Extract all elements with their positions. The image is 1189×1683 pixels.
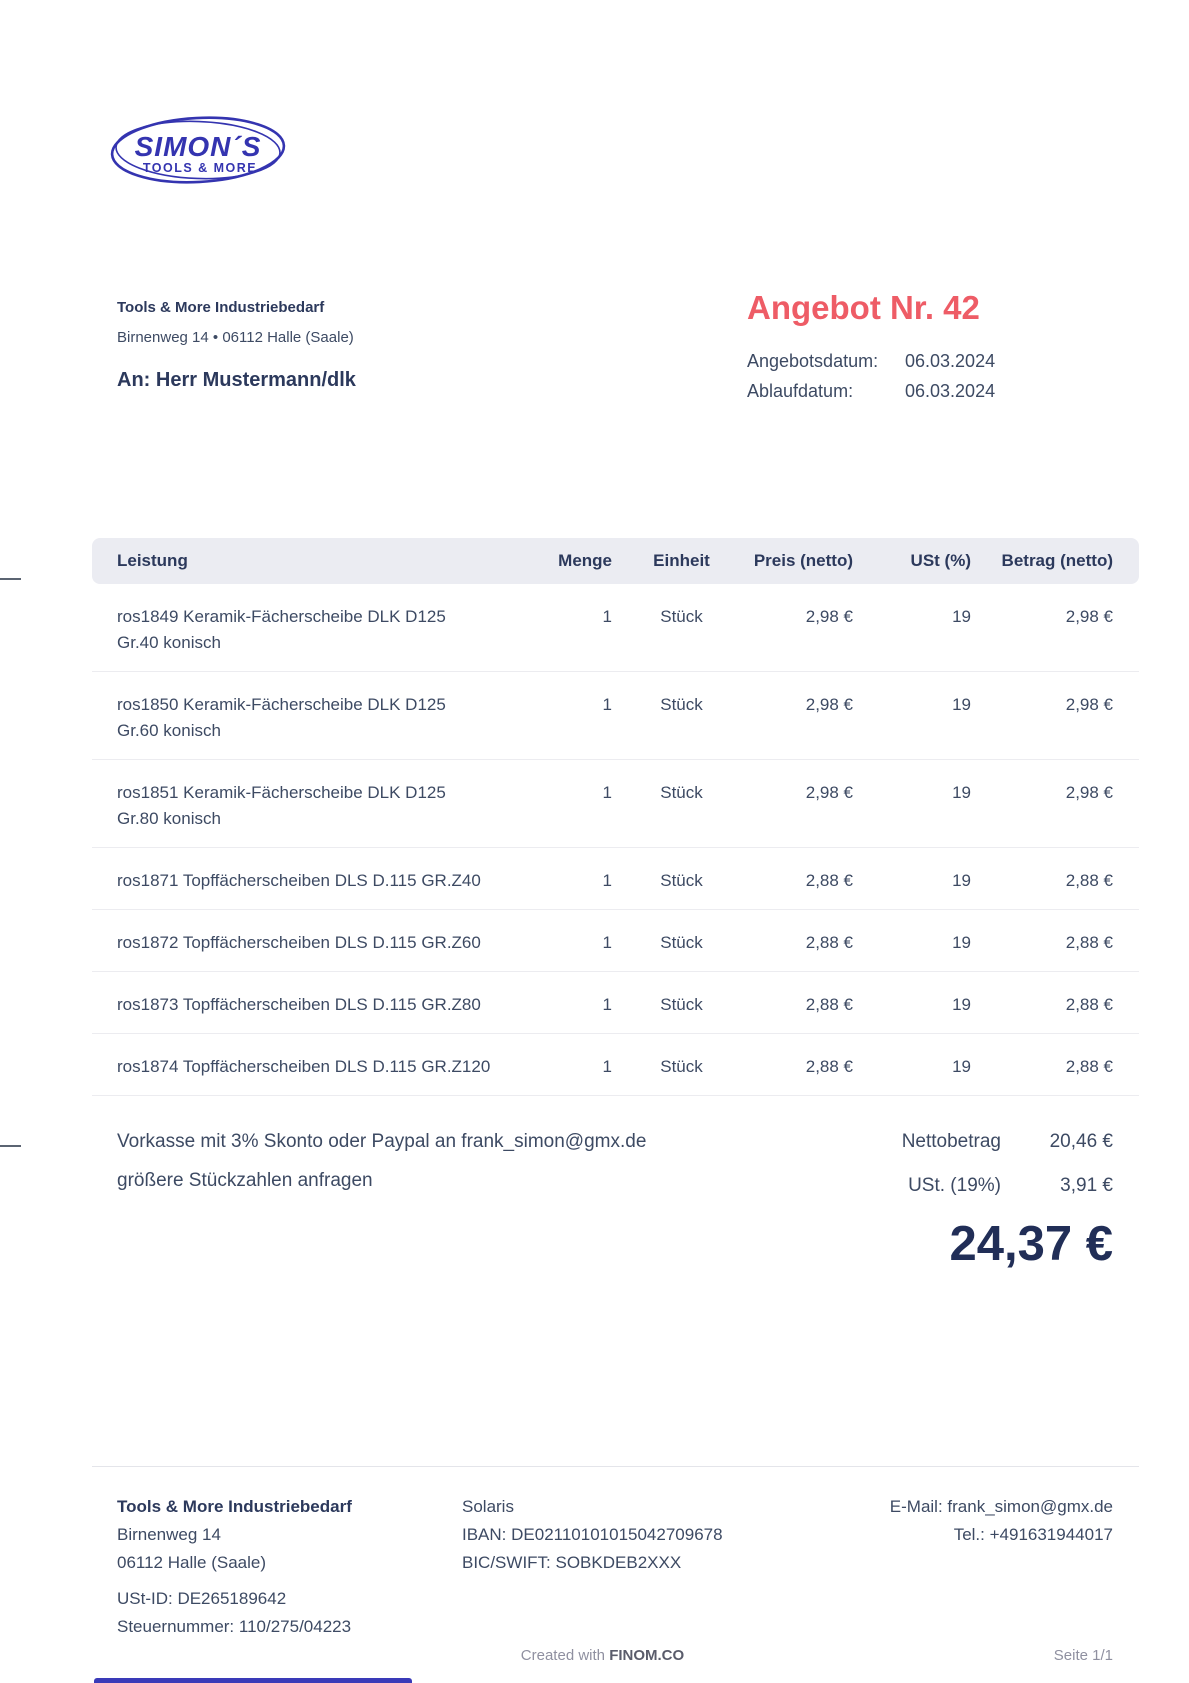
recipient-line: An: Herr Mustermann/dlk: [117, 369, 356, 391]
cell-menge: 1: [517, 672, 624, 760]
cell-einheit: Stück: [624, 848, 739, 910]
footer-bank-column: [462, 1493, 890, 1641]
page-footer: [92, 1466, 1139, 1669]
cell-preis: 2,88 €: [739, 910, 879, 972]
net-total-value: 20,46 €: [1049, 1131, 1113, 1152]
sender-block: [117, 297, 356, 392]
cell-leistung: ros1871 Topffächerscheiben DLS D.115 GR.Z40: [92, 848, 517, 910]
cell-betrag: 2,88 €: [979, 972, 1139, 1034]
column-header-leistung: Leistung: [92, 538, 517, 584]
cell-preis: 2,88 €: [739, 972, 879, 1034]
page-bottom-accent-bar: [94, 1678, 412, 1683]
logo-brand-text: SIMON´S: [134, 131, 262, 162]
cell-ust: 19: [879, 972, 979, 1034]
cell-einheit: Stück: [624, 760, 739, 848]
footer-contact-column: [890, 1493, 1113, 1641]
cell-leistung: ros1849 Keramik-Fächerscheibe DLK D125 Gr.40 konisch: [92, 584, 517, 672]
cell-menge: 1: [517, 910, 624, 972]
offer-date-value: 06.03.2024: [905, 351, 996, 371]
simons-logo-stamp-icon: [108, 114, 288, 186]
column-header-menge: Menge: [517, 538, 624, 584]
footer-company-city: 06112 Halle (Saale): [117, 1553, 266, 1572]
cell-leistung: ros1850 Keramik-Fächerscheibe DLK D125 Gr.60 konisch: [92, 672, 517, 760]
grand-total: 24,37 €: [949, 1217, 1113, 1271]
table-row: [92, 848, 1139, 910]
footer-company-name: Tools & More Industriebedarf: [117, 1497, 352, 1516]
cell-betrag: 2,98 €: [979, 672, 1139, 760]
footer-email: E-Mail: frank_simon@gmx.de: [889, 1497, 1113, 1516]
cell-betrag: 2,88 €: [979, 1034, 1139, 1096]
cell-menge: 1: [517, 972, 624, 1034]
column-header-ust: USt (%): [879, 538, 979, 584]
cell-preis: 2,88 €: [739, 1034, 879, 1096]
footer-bank-name: Solaris: [462, 1497, 514, 1516]
footer-bic: BIC/SWIFT: SOBKDEB2XXX: [462, 1553, 682, 1572]
footer-iban: IBAN: DE02110101015042709678: [462, 1525, 723, 1544]
cell-einheit: Stück: [624, 584, 739, 672]
net-total-row: [902, 1122, 1113, 1162]
cell-betrag: 2,98 €: [979, 760, 1139, 848]
cell-ust: 19: [879, 848, 979, 910]
cell-betrag: 2,88 €: [979, 848, 1139, 910]
column-header-preis: Preis (netto): [739, 538, 879, 584]
footer-bottom-line: [92, 1647, 1139, 1669]
table-header-row: [92, 538, 1139, 584]
offer-date-row: [747, 346, 995, 376]
expiry-date-value: 06.03.2024: [905, 381, 996, 401]
cell-preis: 2,98 €: [739, 584, 879, 672]
table-row: [92, 1034, 1139, 1096]
page-number: Seite 1/1: [1053, 1647, 1113, 1664]
cell-betrag: 2,98 €: [979, 584, 1139, 672]
offer-dates: [747, 346, 995, 406]
cell-menge: 1: [517, 760, 624, 848]
column-header-betrag: Betrag (netto): [979, 538, 1139, 584]
cell-menge: 1: [517, 584, 624, 672]
table-row: [92, 972, 1139, 1034]
vat-row: [902, 1166, 1113, 1206]
net-total-label: Nettobetrag: [901, 1131, 1001, 1152]
footer-columns: [92, 1467, 1139, 1641]
company-logo: [108, 114, 288, 186]
created-with-text: Created with: [520, 1647, 606, 1664]
table-row: [92, 760, 1139, 848]
expiry-date-label: Ablaufdatum:: [747, 381, 854, 401]
footer-tax-number: Steuernummer: 110/275/04223: [117, 1617, 352, 1636]
payment-note-line: Vorkasse mit 3% Skonto oder Paypal an frank_simon@gmx.de: [117, 1131, 647, 1152]
cell-einheit: Stück: [624, 910, 739, 972]
sender-name: Tools & More Industriebedarf: [117, 299, 325, 316]
footer-phone: Tel.: +491631944017: [953, 1525, 1113, 1544]
cell-preis: 2,88 €: [739, 848, 879, 910]
offer-title: Angebot Nr. 42: [747, 289, 980, 326]
summary-section: [92, 1122, 1139, 1272]
vat-label: USt. (19%): [908, 1175, 1001, 1196]
cell-leistung: ros1873 Topffächerscheiben DLS D.115 GR.Z80: [92, 972, 517, 1034]
expiry-date-row: [747, 376, 995, 406]
fold-mark-top: [0, 578, 21, 580]
offer-date-label: Angebotsdatum:: [747, 351, 879, 371]
vat-value: 3,91 €: [1060, 1175, 1113, 1196]
line-items-table: [92, 538, 1139, 1096]
column-header-einheit: Einheit: [624, 538, 739, 584]
fold-mark-bottom: [0, 1145, 21, 1147]
cell-leistung: ros1874 Topffächerscheiben DLS D.115 GR.Z120: [92, 1034, 517, 1096]
footer-vat-id: USt-ID: DE265189642: [117, 1589, 287, 1608]
cell-ust: 19: [879, 672, 979, 760]
payment-note-line: größere Stückzahlen anfragen: [117, 1170, 373, 1191]
totals-block: [902, 1122, 1139, 1272]
cell-preis: 2,98 €: [739, 760, 879, 848]
table-row: [92, 672, 1139, 760]
cell-leistung: ros1851 Keramik-Fächerscheibe DLK D125 Gr.80 konisch: [92, 760, 517, 848]
footer-company-column: [117, 1493, 462, 1641]
cell-menge: 1: [517, 1034, 624, 1096]
cell-ust: 19: [879, 1034, 979, 1096]
cell-einheit: Stück: [624, 972, 739, 1034]
offer-info-block: [747, 290, 995, 406]
finom-brand-text: FINOM.CO: [609, 1647, 685, 1664]
cell-ust: 19: [879, 584, 979, 672]
table-row: [92, 584, 1139, 672]
cell-menge: 1: [517, 848, 624, 910]
created-with-line: [92, 1647, 1113, 1664]
footer-company-street: Birnenweg 14: [117, 1525, 221, 1544]
cell-ust: 19: [879, 910, 979, 972]
logo-tagline-text: TOOLS & MORE: [142, 161, 258, 175]
cell-leistung: ros1872 Topffächerscheiben DLS D.115 GR.Z60: [92, 910, 517, 972]
table-row: [92, 910, 1139, 972]
cell-preis: 2,98 €: [739, 672, 879, 760]
cell-betrag: 2,88 €: [979, 910, 1139, 972]
payment-notes: [117, 1122, 646, 1200]
cell-ust: 19: [879, 760, 979, 848]
cell-einheit: Stück: [624, 1034, 739, 1096]
cell-einheit: Stück: [624, 672, 739, 760]
sender-address: Birnenweg 14 • 06112 Halle (Saale): [117, 329, 354, 346]
